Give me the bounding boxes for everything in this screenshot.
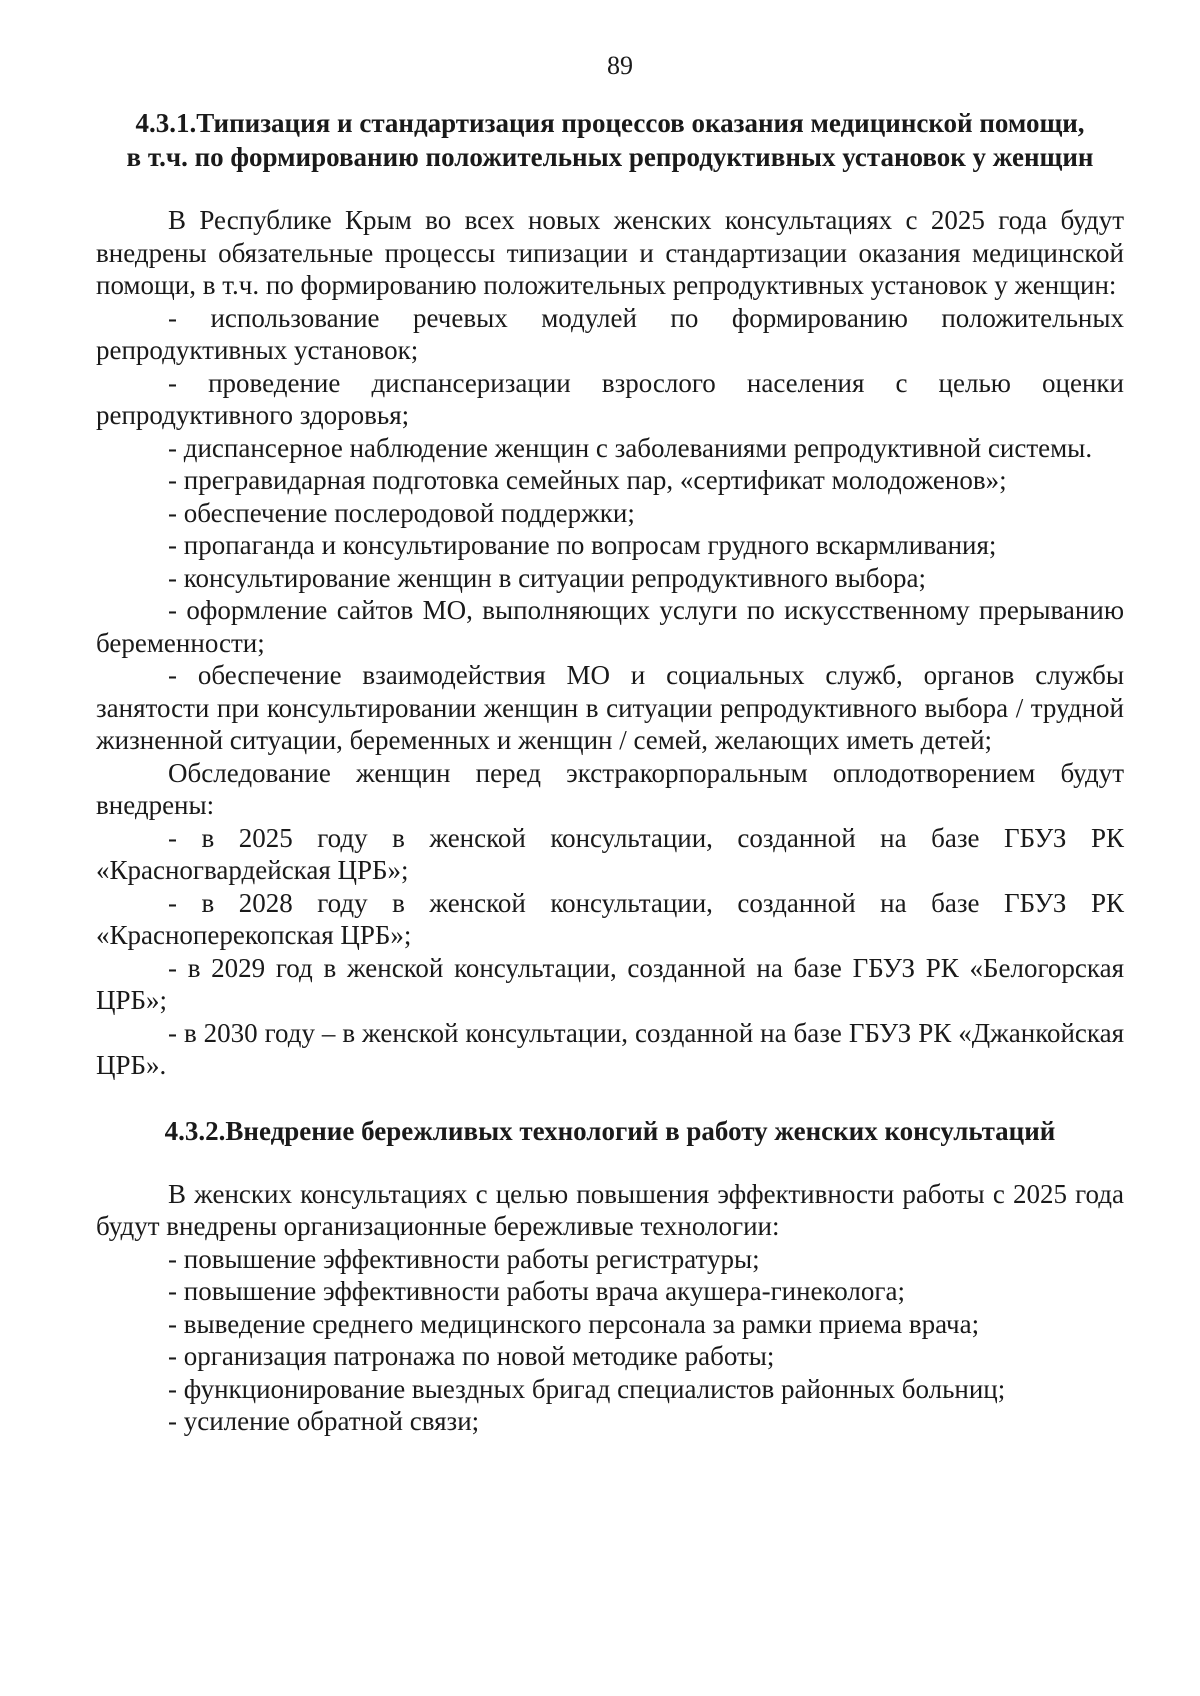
list-item: - выведение среднего медицинского персонала за рамки приема врача; <box>168 1308 980 1339</box>
document-page <box>96 40 1124 1438</box>
list-item: - обеспечение взаимодействия МО и социальных служб, органов службы занятости при консультировании женщин в ситуации репродуктивного выбора / трудной жизненной ситуации, беременных и женщин / семей, желающих иметь детей; <box>96 660 1124 755</box>
page-number: 89 <box>607 51 633 80</box>
section-heading-line: в т.ч. по формированию положительных репродуктивных установок у женщин <box>126 142 1094 172</box>
list-item: - использование речевых модулей по формированию положительных репродуктивных установок; <box>96 302 1124 365</box>
eco-intro-paragraph: Обследование женщин перед экстракорпоральным оплодотворением будут внедрены: <box>96 757 1124 820</box>
list-item: - повышение эффективности работы врача акушера-гинеколога; <box>168 1276 905 1306</box>
intro-paragraph: В женских консультациях с целью повышения эффективности работы с 2025 года будут внедрены организационные бережливые технологии: <box>96 1178 1124 1241</box>
list-item: - оформление сайтов МО, выполняющих услуги по искусственному прерыванию беременности; <box>96 595 1124 658</box>
list-item: - в 2029 год в женской консультации, созданной на базе ГБУЗ РК «Белогорская ЦРБ»; <box>96 952 1124 1015</box>
list-item: - консультирование женщин в ситуации репродуктивного выбора; <box>168 562 927 593</box>
intro-paragraph: В Республике Крым во всех новых женских консультациях с 2025 года будут внедрены обязательные процессы типизации и стандартизации оказания медицинской помощи, в т.ч. по формированию положительных репродуктивных установок у женщин: <box>96 205 1124 300</box>
list-item: - функционирование выездных бригад специалистов районных больниц; <box>168 1373 1006 1404</box>
list-item: - повышение эффективности работы регистратуры; <box>168 1243 760 1274</box>
list-item: - пропаганда и консультирование по вопросам грудного вскармливания; <box>168 530 997 560</box>
section-heading-4-3-2: 4.3.2.Внедрение бережливых технологий в работу женских консультаций <box>164 1115 1056 1146</box>
list-item: - в 2028 году в женской консультации, созданной на базе ГБУЗ РК «Красноперекопская ЦРБ»; <box>96 887 1124 950</box>
list-item: - прегравидарная подготовка семейных пар, «сертификат молодоженов»; <box>168 465 1007 495</box>
list-item: - диспансерное наблюдение женщин с заболеваниями репродуктивной системы. <box>168 432 1093 463</box>
list-item: - в 2025 году в женской консультации, созданной на базе ГБУЗ РК «Красногвардейская ЦРБ»; <box>96 822 1124 885</box>
list-item: - усиление обратной связи; <box>168 1406 480 1436</box>
section-heading-4-3-1 <box>96 106 1124 174</box>
list-item: - организация патронажа по новой методике работы; <box>168 1341 775 1371</box>
list-item: - в 2030 году – в женской консультации, созданной на базе ГБУЗ РК «Джанкойская ЦРБ». <box>96 1017 1124 1080</box>
list-item: - проведение диспансеризации взрослого населения с целью оценки репродуктивного здоровья; <box>96 367 1124 430</box>
list-item: - обеспечение послеродовой поддержки; <box>168 497 635 528</box>
section-heading-line: 4.3.1.Типизация и стандартизация процессов оказания медицинской помощи, <box>135 108 1085 138</box>
